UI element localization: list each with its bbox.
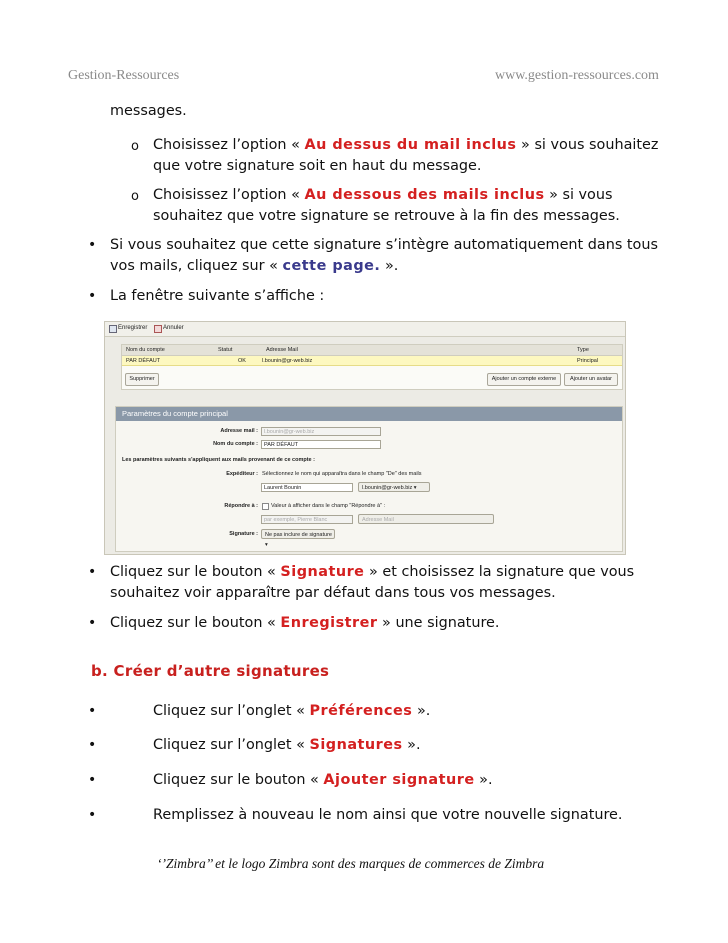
primary-account-params	[115, 406, 623, 552]
reply-to-checkbox[interactable]	[262, 503, 269, 510]
table-header	[122, 345, 622, 356]
sub-item-2: Choisissez l’option « Au dessous des mails inclus » si vous souhaitez que votre signature se retrouve à la fin des messages.	[153, 187, 620, 224]
section-title: Paramètres du compte principal	[116, 407, 622, 421]
bullet-marker: •	[88, 288, 97, 304]
highlight-au-dessus: Au dessus du mail inclus	[304, 137, 517, 153]
sender-name-field[interactable]: Laurent Bounin	[261, 483, 353, 492]
sub-bullet-marker: o	[131, 139, 139, 154]
step-add-signature: Cliquez sur le bouton « Ajouter signature ».	[153, 772, 493, 788]
bullet-marker: •	[88, 615, 97, 631]
signature-label: Signature :	[229, 531, 258, 537]
highlight-preferences: Préférences	[309, 703, 413, 719]
highlight-signatures: Signatures	[309, 737, 403, 753]
bullet-marker: •	[88, 772, 97, 788]
bullet-marker: •	[88, 737, 97, 753]
highlight-ajouter-signature: Ajouter signature	[323, 772, 475, 788]
save-icon	[109, 325, 117, 333]
bullet-marker: •	[88, 703, 97, 719]
bullet-marker: •	[88, 564, 97, 580]
table-row[interactable]: PAR DÉFAUT OK l.bounin@gr-web.biz Principal	[122, 356, 622, 366]
bullet-signature-button: Cliquez sur le bouton « Signature » et choisissez la signature que vous souhaitez voir apparaître par défaut dans tous vos messages.	[110, 564, 635, 601]
reply-name-field[interactable]: par exemple, Pierre Blanc	[261, 515, 353, 524]
bullet-marker: •	[88, 807, 97, 823]
highlight-au-dessous: Au dessous des mails inclus	[304, 187, 545, 203]
bullet-auto-signature: Si vous souhaitez que cette signature s’intègre automatiquement dans tous vos mails, cliquez sur « cette page. ».	[110, 237, 658, 274]
col-email[interactable]: Adresse Mail	[266, 347, 298, 353]
page-header-url: www.gestion-ressources.com	[495, 68, 659, 83]
sender-help: Sélectionnez le nom qui apparaîtra dans le champ "De" des mails	[262, 471, 422, 477]
screenshot-toolbar	[105, 322, 625, 337]
page-footer: ‘’Zimbra’’ et le logo Zimbra sont des marques de commerces de Zimbra	[157, 856, 545, 871]
delete-button[interactable]: Supprimer	[125, 373, 159, 386]
section-heading: b. Créer d’autre signatures	[91, 662, 330, 680]
highlight-enregistrer: Enregistrer	[280, 615, 378, 631]
link-cette-page[interactable]: cette page.	[282, 258, 381, 274]
email-label: Adresse mail :	[220, 428, 258, 434]
sender-label: Expéditeur :	[226, 471, 258, 477]
col-type[interactable]: Type	[577, 347, 589, 353]
sub-item-1: Choisissez l’option « Au dessus du mail inclus » si vous souhaitez que votre signature soit en haut du message.	[153, 137, 659, 174]
email-field[interactable]: l.bounin@gr-web.biz	[261, 427, 381, 436]
account-name-label: Nom du compte :	[213, 441, 258, 447]
sub-bullet-marker: o	[131, 189, 139, 204]
reply-to-help: Valeur à afficher dans le champ "Répondre à" :	[271, 503, 386, 509]
params-text: Les paramètres suivants s'appliquent aux mails provenant de ce compte :	[122, 457, 315, 463]
signature-select[interactable]: Ne pas inclure de signature ▾	[261, 529, 335, 539]
intro-tail: messages.	[110, 103, 187, 119]
cancel-button[interactable]: Annuler	[163, 325, 184, 331]
save-button[interactable]: Enregistrer	[118, 325, 148, 331]
cancel-icon	[154, 325, 162, 333]
bullet-window-appears: La fenêtre suivante s’affiche :	[110, 288, 325, 304]
col-status[interactable]: Statut	[218, 347, 233, 353]
bullet-save-button: Cliquez sur le bouton « Enregistrer » une signature.	[110, 615, 500, 631]
account-name-field[interactable]: PAR DÉFAUT	[261, 440, 381, 449]
step-signatures: Cliquez sur l’onglet « Signatures ».	[153, 737, 421, 753]
zimbra-account-screenshot	[104, 321, 626, 555]
highlight-signature: Signature	[280, 564, 365, 580]
add-external-account-button[interactable]: Ajouter un compte externe	[487, 373, 561, 386]
add-avatar-button[interactable]: Ajouter un avatar	[564, 373, 618, 386]
reply-address-select[interactable]: Adresse Mail	[358, 514, 494, 524]
page-header-left: Gestion-Ressources	[68, 68, 180, 83]
bullet-marker: •	[88, 237, 97, 253]
step-fill-again: Remplissez à nouveau le nom ainsi que votre nouvelle signature.	[153, 807, 623, 823]
col-account-name[interactable]: Nom du compte	[126, 347, 165, 353]
sender-email-select[interactable]: l.bounin@gr-web.biz ▾	[358, 482, 430, 492]
reply-to-label: Répondre à :	[224, 503, 258, 509]
step-preferences: Cliquez sur l’onglet « Préférences ».	[153, 703, 431, 719]
